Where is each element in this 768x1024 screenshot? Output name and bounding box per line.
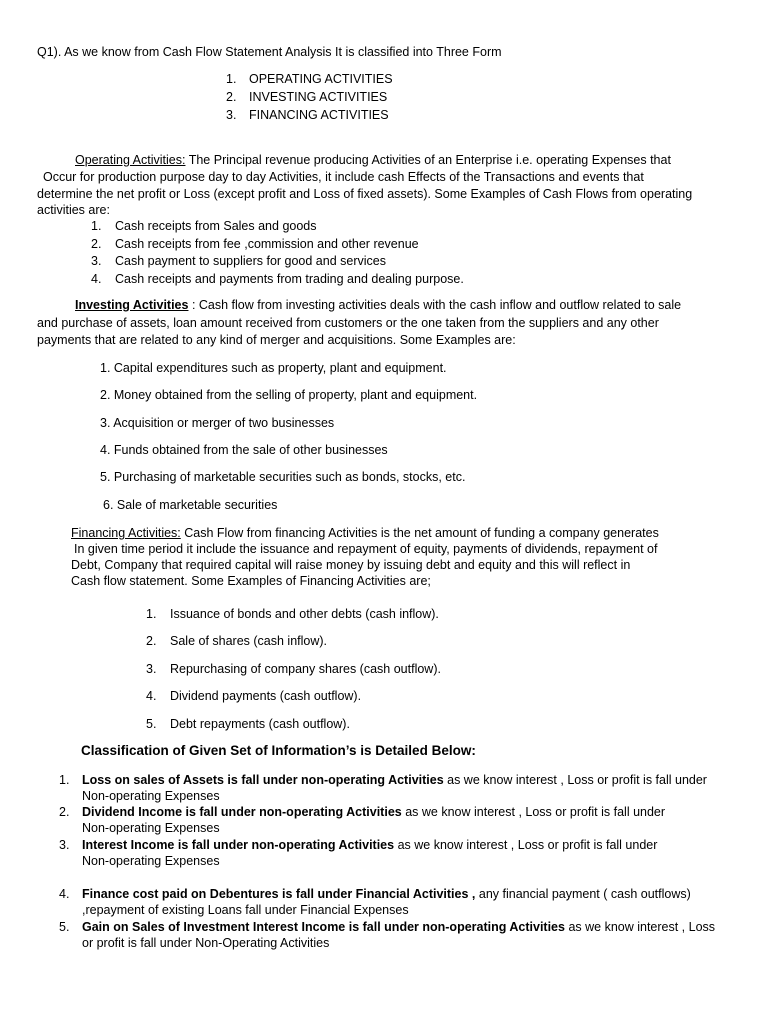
operating-title: Operating Activities: [75, 153, 186, 167]
operating-paragraph-line: determine the net profit or Loss (except profit and Loss of fixed assets). Some Examples of Cash Flows from operating [37, 187, 693, 201]
classification-line [82, 886, 691, 902]
investing-item: 1. Capital expenditures such as property, plant and equipment. [100, 361, 447, 375]
financing-item: Debt repayments (cash outflow). [170, 717, 350, 731]
operating-item: Cash receipts from fee ,commission and other revenue [115, 237, 419, 251]
classification-continuation: ,repayment of existing Loans fall under Financial Expenses [82, 903, 409, 917]
financing-paragraph-line: Debt, Company that required capital will raise money by issuing debt and equity and this will reflect in [71, 558, 631, 572]
operating-paragraph-line: Occur for production purpose day to day Activities, it include cash Effects of the Transactions and events that [43, 170, 644, 184]
financing-item: Dividend payments (cash outflow). [170, 689, 362, 703]
financing-item-number: 4. [146, 689, 157, 703]
classification-rest: as we know interest , Loss [564, 920, 716, 934]
classification-continuation: or profit is fall under Non-Operating Activities [82, 936, 330, 950]
financing-paragraph-line [71, 525, 659, 541]
form-item: FINANCING ACTIVITIES [249, 108, 389, 122]
classification-continuation: Non-operating Expenses [82, 789, 220, 803]
financing-item: Issuance of bonds and other debts (cash inflow). [170, 607, 439, 621]
financing-line-text: Cash Flow from financing Activities is the net amount of funding a company generates [180, 526, 659, 540]
classification-line [82, 919, 715, 935]
classification-bold: Dividend Income is fall under non-operating Activities [82, 805, 402, 819]
financing-paragraph-line: Cash flow statement. Some Examples of Financing Activities are; [71, 574, 431, 588]
classification-bold: Gain on Sales of Investment Interest Income is fall under non-operating Activities [82, 920, 565, 934]
investing-item: 6. Sale of marketable securities [103, 498, 278, 512]
financing-item: Repurchasing of company shares (cash outflow). [170, 662, 441, 676]
classification-rest: as we know interest , Loss or profit is fall under [401, 805, 666, 819]
form-number: 3. [226, 108, 237, 122]
classification-number: 5. [59, 920, 70, 934]
intro-question: Q1). As we know from Cash Flow Statement Analysis It is classified into Three Form [37, 45, 502, 59]
classification-line [82, 837, 657, 853]
classification-number: 3. [59, 838, 70, 852]
financing-item-number: 3. [146, 662, 157, 676]
form-item: INVESTING ACTIVITIES [249, 90, 388, 104]
operating-item-number: 1. [91, 219, 102, 233]
financing-paragraph-line: In given time period it include the issuance and repayment of equity, payments of dividends, repayment of [74, 542, 658, 556]
financing-item-number: 5. [146, 717, 157, 731]
classification-bold: Loss on sales of Assets is fall under non-operating Activities [82, 773, 444, 787]
classification-line [82, 804, 665, 820]
operating-item: Cash receipts from Sales and goods [115, 219, 317, 233]
operating-item-number: 2. [91, 237, 102, 251]
investing-title: Investing Activities [75, 298, 189, 312]
classification-heading: Classification of Given Set of Information’s is Detailed Below: [81, 743, 476, 758]
investing-paragraph-line [75, 297, 681, 313]
investing-paragraph-line: payments that are related to any kind of merger and acquisitions. Some Examples are: [37, 333, 516, 347]
classification-bold: Interest Income is fall under non-operating Activities [82, 838, 395, 852]
operating-item: Cash payment to suppliers for good and services [115, 254, 386, 268]
investing-item: 2. Money obtained from the selling of property, plant and equipment. [100, 388, 478, 402]
classification-number: 4. [59, 887, 70, 901]
financing-title: Financing Activities: [71, 526, 181, 540]
classification-bold: Finance cost paid on Debentures is fall under Financial Activities , [82, 887, 476, 901]
classification-rest: any financial payment ( cash outflows) [475, 887, 691, 901]
operating-item-number: 3. [91, 254, 102, 268]
classification-number: 2. [59, 805, 70, 819]
operating-paragraph-line: activities are: [37, 203, 110, 217]
financing-item: Sale of shares (cash inflow). [170, 634, 328, 648]
classification-continuation: Non-operating Expenses [82, 854, 220, 868]
classification-continuation: Non-operating Expenses [82, 821, 220, 835]
operating-line-text: The Principal revenue producing Activities of an Enterprise i.e. operating Expenses that [185, 153, 671, 167]
form-item: OPERATING ACTIVITIES [249, 72, 393, 86]
classification-rest: as we know interest , Loss or profit is fall under [394, 838, 658, 852]
investing-item: 3. Acquisition or merger of two businesses [100, 416, 335, 430]
financing-item-number: 2. [146, 634, 157, 648]
financing-item-number: 1. [146, 607, 157, 621]
classification-line [82, 772, 707, 788]
investing-line-text: : Cash flow from investing activities deals with the cash inflow and outflow related to sale [188, 298, 682, 312]
operating-item: Cash receipts and payments from trading and dealing purpose. [115, 272, 464, 286]
form-number: 1. [226, 72, 237, 86]
investing-paragraph-line: and purchase of assets, loan amount received from customers or the one taken from the suppliers and any other [37, 316, 659, 330]
investing-item: 5. Purchasing of marketable securities such as bonds, stocks, etc. [100, 470, 466, 484]
form-number: 2. [226, 90, 237, 104]
classification-rest: as we know interest , Loss or profit is fall under [443, 773, 707, 787]
investing-item: 4. Funds obtained from the sale of other businesses [100, 443, 388, 457]
operating-item-number: 4. [91, 272, 102, 286]
classification-number: 1. [59, 773, 70, 787]
operating-paragraph-line [75, 152, 671, 168]
